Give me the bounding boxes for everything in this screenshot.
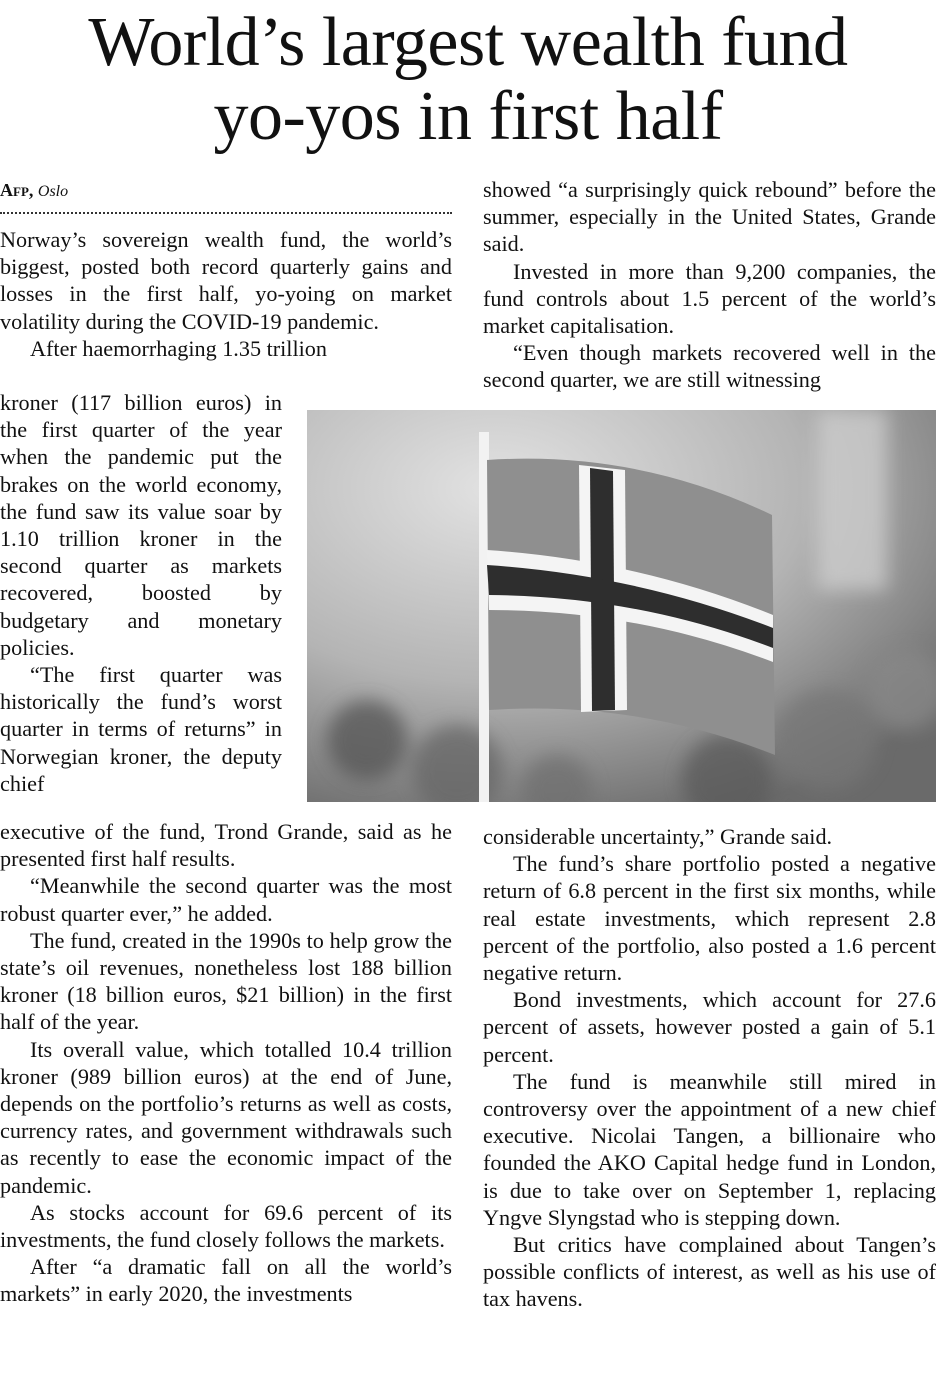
left-column-narrow bbox=[0, 389, 282, 797]
paragraph: “Even though markets recovered well in the second quarter, we are still witnessing bbox=[483, 340, 936, 393]
headline bbox=[0, 6, 936, 154]
norway-flag-photo bbox=[307, 410, 936, 802]
headline-line-1: World’s largest wealth fund bbox=[88, 4, 848, 81]
paragraph: kroner (117 billion euros) in the first quarter of the year when the pandemic put the brakes on the world economy, the fund saw its value soar by 1.10 trillion kroner in the second quarter as markets recovered, boosted by budgetary and monetary policies. bbox=[0, 390, 282, 660]
headline-line-2: yo-yos in first half bbox=[213, 78, 723, 155]
paragraph: Its overall value, which totalled 10.4 trillion kroner (989 billion euros) at the end of June, depends on the portfolio’s returns as well as costs, currency rates, and government withdrawals such as recently to ease the economic impact of the pandemic. bbox=[0, 1036, 452, 1198]
paragraph: executive of the fund, Trond Grande, said as he presented first half results. bbox=[0, 819, 452, 872]
paragraph: But critics have complained about Tangen’s possible conflicts of interest, as well as his use of tax havens. bbox=[483, 1232, 936, 1312]
paragraph: The fund is meanwhile still mired in controversy over the appointment of a new chief executive. Nicolai Tangen, a billionaire who founded the AKO Capital hedge fund in London, is due to take over on September 1, replacing Yngve Slyngstad who is stepping down. bbox=[483, 1068, 936, 1230]
paragraph: showed “a surprisingly quick rebound” before the summer, especially in the United States, Grande said. bbox=[483, 177, 936, 257]
paragraph: “Meanwhile the second quarter was the most robust quarter ever,” he added. bbox=[0, 873, 452, 926]
paragraph: “The first quarter was historically the fund’s worst quarter in terms of returns” in Norwegian kroner, the deputy chief bbox=[0, 662, 282, 796]
byline-city: Oslo bbox=[37, 183, 69, 200]
right-column-top bbox=[483, 176, 936, 394]
paragraph: After haemorrhaging 1.35 trillion bbox=[30, 335, 327, 361]
flag-image bbox=[307, 410, 936, 802]
paragraph: Bond investments, which account for 27.6 percent of assets, however posted a gain of 5.1 percent. bbox=[483, 987, 936, 1067]
byline-agency: Afp, bbox=[0, 180, 34, 200]
paragraph: Norway’s sovereign wealth fund, the world’s biggest, posted both record quarterly gains and losses in the first half, yo-yoing on market volatility during the COVID-19 pandemic. bbox=[0, 227, 452, 334]
byline bbox=[0, 180, 452, 214]
paragraph: As stocks account for 69.6 percent of its investments, the fund closely follows the markets. bbox=[0, 1199, 452, 1253]
paragraph: Invested in more than 9,200 companies, the fund controls about 1.5 percent of the world’s market capitalisation. bbox=[483, 258, 936, 339]
paragraph: considerable uncertainty,” Grande said. bbox=[483, 824, 833, 849]
left-column-top bbox=[0, 226, 452, 362]
paragraph: The fund’s share portfolio posted a negative return of 6.8 percent in the first six months, while real estate investments, which represent 2.8 percent of the portfolio, also posted a 1.6 percent negative return. bbox=[483, 851, 936, 986]
paragraph: The fund, created in the 1990s to help grow the state’s oil revenues, nonetheless lost 188 billion kroner (18 billion euros, $21 billion) in the first half of the year. bbox=[0, 927, 452, 1035]
left-column-bottom bbox=[0, 818, 452, 1308]
right-column-bottom bbox=[483, 823, 936, 1313]
paragraph: After “a dramatic fall on all the world’s markets” in early 2020, the investments bbox=[0, 1254, 452, 1307]
